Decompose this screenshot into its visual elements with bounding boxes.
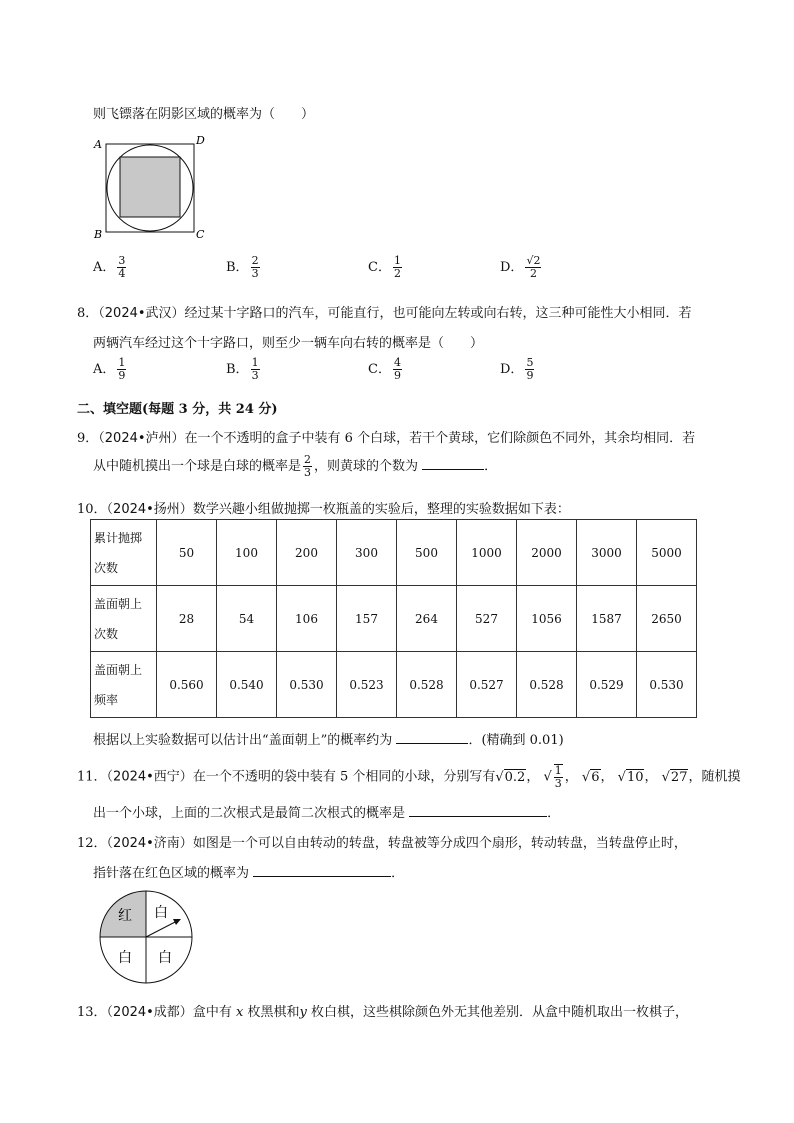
q12-line2: 指针落在红色区域的概率为 ．: [93, 866, 405, 881]
table-cell: 100: [217, 520, 277, 586]
label-d: D: [196, 134, 205, 147]
q7-option-d[interactable]: D． $\frac{√2}{2}$: [500, 254, 541, 280]
q9-line2: 从中随机摸出一个球是白球的概率是 $\frac{2}{3}$ ，则黄球的个数为 ．: [93, 453, 498, 479]
q11-answer-blank[interactable]: [409, 804, 547, 817]
table-cell: 300: [337, 520, 397, 586]
table-cell: 500: [397, 520, 457, 586]
sector-red-label: 红: [118, 908, 132, 924]
q8-option-c[interactable]: C． $\frac{4}{9}$: [368, 356, 401, 382]
table-cell: 264: [397, 586, 457, 652]
table-cell: 28: [157, 586, 217, 652]
table-cell: 527: [457, 586, 517, 652]
table-cell: 2650: [637, 586, 697, 652]
q8-line1: 8．（2024•武汉）经过某十字路口的汽车，可能直行，也可能向左转或向右转，这三种可能性大小相同．若: [77, 306, 692, 321]
sector-white-label: 白: [154, 905, 168, 921]
shaded-square: [120, 157, 180, 217]
table-cell: 200: [277, 520, 337, 586]
q7-option-a[interactable]: A． $\frac{3}{4}$: [93, 254, 126, 280]
q10-line1: 10．（2024•扬州）数学兴趣小组做抛掷一枚瓶盖的实验后，整理的实验数据如下表：: [77, 502, 570, 517]
label-a: A: [94, 138, 102, 151]
pointer-line: [146, 920, 179, 937]
table-cell: 0.523: [337, 652, 397, 718]
q12-answer-blank[interactable]: [253, 864, 391, 877]
row-header: 累计抛掷 次数: [91, 520, 157, 586]
row-header: 盖面朝上 次数: [91, 586, 157, 652]
q12-line1: 12．（2024•济南）如图是一个可以自由转动的转盘，转盘被等分成四个扇形，转动转盘，当转盘停止时，: [77, 836, 687, 851]
table-cell: 0.528: [397, 652, 457, 718]
q10-after: 根据以上实验数据可以估计出“盖面朝上”的概率约为 ．(精确到 0.01): [93, 733, 564, 748]
table-cell: 0.540: [217, 652, 277, 718]
sector-white-label: 白: [158, 950, 172, 966]
q9-line1: 9．（2024•泸州）在一个不透明的盒子中装有 6 个白球，若干个黄球，它们除颜色不同外，其余均相同．若: [77, 431, 696, 446]
q8-line2: 两辆汽车经过这个十字路口，则至少一辆车向右转的概率是（ ）: [93, 336, 484, 351]
label-c: C: [196, 228, 205, 241]
table-cell: 50: [157, 520, 217, 586]
table-cell: 157: [337, 586, 397, 652]
q10-table: [90, 519, 697, 718]
label-b: B: [94, 228, 103, 241]
table-cell: 2000: [517, 520, 577, 586]
q11-line1: 11．（2024•西宁）在一个不透明的袋中装有 5 个相同的小球，分别写有√0.2， √ $\frac{1}{3}$ ， √6， √10， √27，随机摸: [77, 764, 741, 790]
q11-line2: 出一个小球，上面的二次根式是最简二次根式的概率是 ．: [93, 806, 561, 821]
table-cell: 0.527: [457, 652, 517, 718]
q8-option-d[interactable]: D． $\frac{5}{9}$: [500, 356, 534, 382]
table-cell: 0.530: [277, 652, 337, 718]
q10-answer-blank[interactable]: [396, 731, 468, 744]
table-cell: 0.530: [637, 652, 697, 718]
q7-option-b[interactable]: B． $\frac{2}{3}$: [226, 254, 259, 280]
table-cell: 0.529: [577, 652, 637, 718]
table-cell: 1587: [577, 586, 637, 652]
table-cell: 1000: [457, 520, 517, 586]
sector-white-label: 白: [118, 950, 132, 966]
table-cell: 0.528: [517, 652, 577, 718]
q8-option-a[interactable]: A． $\frac{1}{9}$: [93, 356, 126, 382]
table-cell: 106: [277, 586, 337, 652]
q8-option-b[interactable]: B． $\frac{1}{3}$: [226, 356, 259, 382]
table-cell: 3000: [577, 520, 637, 586]
table-cell: 0.560: [157, 652, 217, 718]
q7-figure: [90, 132, 215, 244]
table-row: [91, 652, 697, 718]
q12-spinner: [93, 887, 203, 992]
table-cell: 54: [217, 586, 277, 652]
section-title: 二、填空题(每题 3 分，共 24 分): [77, 402, 278, 417]
table-cell: 1056: [517, 586, 577, 652]
q9-answer-blank[interactable]: [422, 457, 484, 470]
table-row: [91, 520, 697, 586]
q7-option-c[interactable]: C． $\frac{1}{2}$: [368, 254, 401, 280]
table-cell: 5000: [637, 520, 697, 586]
q13-line1: 13．（2024•成都）盒中有 x 枚黑棋和y 枚白棋，这些棋除颜色外无其他差别．从盒中随机取出一枚棋子，: [77, 1005, 688, 1020]
q7-stem-tail: 则飞镖落在阴影区域的概率为（ ）: [93, 107, 315, 122]
table-row: [91, 586, 697, 652]
row-header: 盖面朝上 频率: [91, 652, 157, 718]
